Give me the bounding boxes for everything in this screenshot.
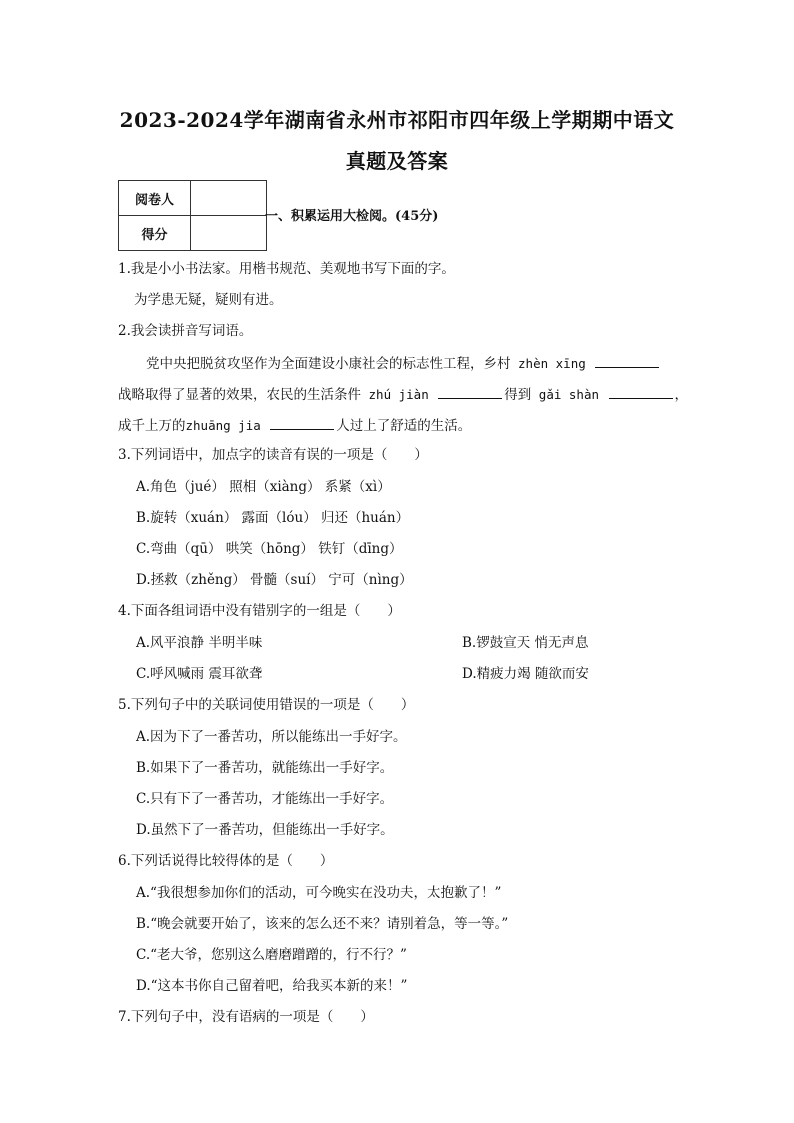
document-title-line-2: 真题及答案 — [345, 149, 449, 173]
question-5-option-b[interactable]: B.如果下了一番苦功，就能练出一手好字。 — [136, 760, 394, 776]
q2-text: 得到 — [504, 387, 532, 403]
document-title-line-1: 2023-2024学年湖南省永州市祁阳市四年级上学期期中语文 — [119, 108, 675, 132]
question-3-option-a[interactable]: A.角色（jué） 照相（xiàng） 系紧（xì） — [136, 479, 391, 495]
question-3-stem: 3.下列词语中，加点字的读音有误的一项是（ ） — [118, 447, 428, 463]
reviewer-label: 阅卷人 — [119, 181, 191, 216]
score-cell — [191, 216, 267, 251]
score-label: 得分 — [119, 216, 191, 251]
question-1-text: 为学患无疑，疑则有进。 — [134, 292, 283, 308]
section-heading: 一、积累运用大检阅。(45分) — [265, 209, 439, 224]
question-5-stem: 5.下列句子中的关联词使用错误的一项是（ ） — [118, 697, 415, 713]
question-6-option-b[interactable]: B.“晚会就要开始了，该来的怎么还不来？请别着急，等一等。” — [136, 916, 509, 932]
score-table — [118, 180, 267, 251]
question-6-option-c[interactable]: C.“老大爷，您别这么磨磨蹭蹭的，行不行？” — [136, 947, 407, 963]
question-6-option-d[interactable]: D.“这本书你自己留着吧，给我买本新的来！” — [136, 978, 408, 994]
answer-blank[interactable] — [609, 384, 673, 399]
question-4-option-b[interactable]: B.锣鼓宣天 悄无声息 — [462, 635, 589, 651]
q2-text: ， — [674, 387, 689, 403]
q2-text: 党中央把脱贫攻坚作为全面建设小康社会的标志性工程，乡村 — [146, 356, 511, 372]
pinyin-zhu-jian: zhú jiàn — [361, 387, 437, 402]
question-1-stem: 1.我是小小书法家。用楷书规范、美观地书写下面的字。 — [118, 261, 455, 277]
question-6-option-a[interactable]: A.“我很想参加你们的活动，可今晚实在没功夫，太抱歉了！” — [136, 885, 502, 901]
question-4-stem: 4.下面各组词语中没有错别字的一组是（ ） — [118, 603, 401, 619]
question-2-paragraph-line-3 — [118, 415, 471, 435]
question-5-option-d[interactable]: D.虽然下了一番苦功，但能练出一手好字。 — [136, 822, 394, 838]
question-3-option-c[interactable]: C.弯曲（qū） 哄笑（hōng） 铁钉（dīng） — [136, 541, 403, 557]
question-4-option-d[interactable]: D.精疲力竭 随欲而安 — [462, 666, 589, 682]
question-2-stem: 2.我会读拼音写词语。 — [118, 323, 253, 339]
question-5-option-a[interactable]: A.因为下了一番苦功，所以能练出一手好字。 — [136, 729, 407, 745]
question-6-stem: 6.下列话说得比较得体的是（ ） — [118, 853, 334, 869]
question-7-stem: 7.下列句子中，没有语病的一项是（ ） — [118, 1009, 374, 1025]
question-2-paragraph-line-2 — [118, 384, 688, 404]
question-4-option-a[interactable]: A.风平浪静 半明半味 — [136, 635, 263, 651]
pinyin-zhen-xing: zhèn xīng — [510, 356, 594, 371]
answer-blank[interactable] — [438, 384, 502, 399]
q2-text: 人过上了舒适的生活。 — [336, 418, 472, 434]
answer-blank[interactable] — [595, 353, 659, 368]
question-3-option-d[interactable]: D.拯救（zhěng） 骨髓（suí） 宁可（nìng） — [136, 572, 413, 588]
question-3-option-b[interactable]: B.旋转（xuán） 露面（lóu） 归还（huán） — [136, 510, 410, 526]
question-2-paragraph-line-1 — [146, 353, 661, 373]
question-5-option-c[interactable]: C.只有下了一番苦功，才能练出一手好字。 — [136, 791, 394, 807]
question-4-option-c[interactable]: C.呼风喊雨 震耳欲聋 — [136, 666, 263, 682]
q2-text: 成千上万的 — [118, 418, 186, 434]
pinyin-zhuang-jia: zhuāng jia — [185, 418, 269, 433]
answer-blank[interactable] — [270, 415, 334, 430]
reviewer-cell — [191, 181, 267, 216]
pinyin-gai-shan: gǎi shàn — [531, 387, 607, 402]
q2-text: 战略取得了显著的效果，农民的生活条件 — [118, 387, 361, 403]
